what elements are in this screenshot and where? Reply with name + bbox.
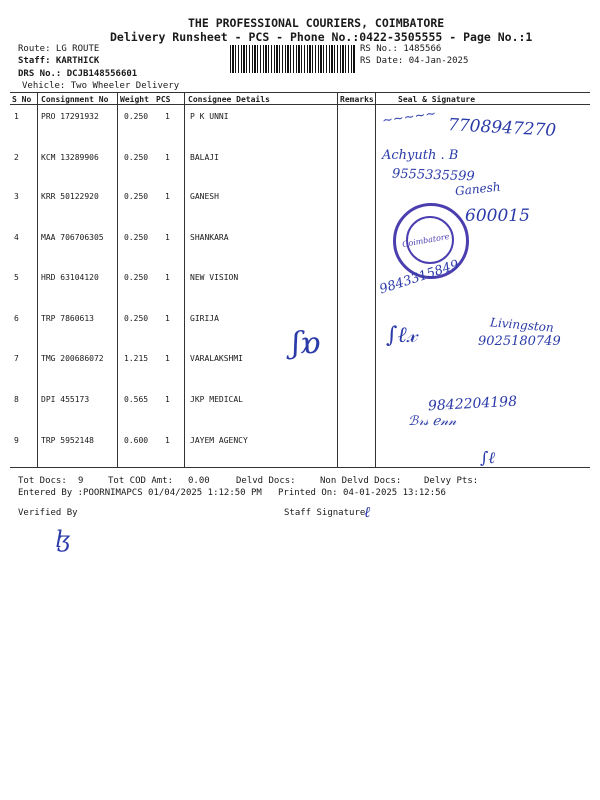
row-weight: 0.250: [124, 273, 149, 282]
handwritten-name: Ganesh: [454, 179, 502, 199]
row-pcs: 1: [165, 192, 170, 201]
row-consignee: P K UNNI: [190, 112, 229, 121]
runsheet-title: Delivery Runsheet - PCS - Phone No.:0422-3505555 - Page No.:1: [110, 30, 533, 44]
col-header-remarks: Remarks: [340, 95, 374, 104]
row-weight: 0.250: [124, 314, 149, 323]
row-pcs: 1: [165, 112, 170, 121]
row-pcs: 1: [165, 233, 170, 242]
handwritten-name: Achyuth . B: [382, 148, 459, 163]
row-pcs: 1: [165, 153, 170, 162]
col-header-weight: Weight: [120, 95, 149, 104]
col-header-pcs: PCS: [156, 95, 171, 104]
handwritten-phone: 9843315849: [377, 257, 462, 298]
verified-signature: ɮ: [55, 528, 71, 553]
row-sno: 5: [14, 273, 19, 282]
row-pcs: 1: [165, 273, 170, 282]
row-consignee: JKP MEDICAL: [190, 395, 243, 404]
row-consignment: KCM 13289906: [41, 153, 99, 162]
row-sno: 4: [14, 233, 19, 242]
row-consignment: KRR 50122920: [41, 192, 99, 201]
row-consignment: TRP 5952148: [41, 436, 94, 445]
row-sno: 8: [14, 395, 19, 404]
row-weight: 0.250: [124, 112, 149, 121]
row-weight: 0.250: [124, 192, 149, 201]
handwritten-phone: 9842204198: [427, 393, 518, 415]
stamp-text: Coimbatore: [401, 231, 450, 250]
row-weight: 0.250: [124, 233, 149, 242]
rs-number: RS No.: 1485566: [360, 44, 442, 54]
handwritten-phone: 7708947270: [447, 115, 557, 141]
col-header-consignee: Consignee Details: [188, 95, 270, 104]
handwritten-signature: ℬ𝓇𝓈 ℯ𝓃𝓃: [408, 414, 457, 429]
row-consignee: GIRIJA: [190, 314, 219, 323]
row-consignee: JAYEM AGENCY: [190, 436, 248, 445]
non-delvd-docs-label: Non Delvd Docs:: [320, 476, 402, 486]
col-divider: [184, 92, 185, 467]
row-weight: 0.250: [124, 153, 149, 162]
row-consignment: TRP 7860613: [41, 314, 94, 323]
col-header-seal: Seal & Signature: [398, 95, 476, 104]
printed-on: Printed On: 04-01-2025 13:12:56: [278, 488, 446, 498]
handwritten-number: 600015: [465, 206, 530, 226]
row-pcs: 1: [165, 395, 170, 404]
table-top-line: [10, 92, 590, 93]
verified-by-label: Verified By: [18, 508, 78, 518]
route: Route: LG ROUTE: [18, 44, 100, 54]
row-consignee: SHANKARA: [190, 233, 229, 242]
col-header-sno: S No: [12, 95, 32, 104]
row-consignee: GANESH: [190, 192, 219, 201]
entered-by: Entered By :POORNIMAPCS 01/04/2025 1:12:50 PM: [18, 488, 262, 498]
delvd-docs-label: Delvd Docs:: [236, 476, 296, 486]
delvy-pts-label: Delvy Pts:: [424, 476, 479, 486]
row-sno: 9: [14, 436, 19, 445]
table-bottom-line: [10, 467, 590, 468]
tot-docs-label: Tot Docs:: [18, 476, 67, 486]
row-consignee: BALAJI: [190, 153, 219, 162]
handwritten-signature: ∫ℓ𝓍: [386, 323, 417, 348]
staff-signature: ℓ: [364, 503, 371, 521]
company-name: THE PROFESSIONAL COURIERS, COIMBATORE: [188, 16, 445, 30]
row-consignee: VARALAKSHMI: [190, 354, 243, 363]
row-consignment: TMG 200686072: [41, 354, 104, 363]
row-pcs: 1: [165, 354, 170, 363]
drs-number: DRS No.: DCJB148556601: [18, 69, 138, 79]
rs-date: RS Date: 04-Jan-2025: [360, 56, 469, 66]
handwritten-signature: ʃɒ: [292, 326, 321, 361]
tot-cod-label: Tot COD Amt:: [108, 476, 174, 486]
row-sno: 6: [14, 314, 19, 323]
handwritten-name: Livingston: [489, 315, 555, 335]
col-divider: [375, 92, 376, 467]
table-header-line: [10, 104, 590, 105]
row-sno: 7: [14, 354, 19, 363]
row-weight: 0.565: [124, 395, 149, 404]
row-pcs: 1: [165, 436, 170, 445]
handwritten-phone: 9025180749: [478, 334, 561, 349]
row-pcs: 1: [165, 314, 170, 323]
col-divider: [337, 92, 338, 467]
vehicle: Vehicle: Two Wheeler Delivery: [22, 81, 180, 91]
row-consignee: NEW VISION: [190, 273, 239, 282]
col-header-consignment: Consignment No: [41, 95, 109, 104]
scribble-signature: ~~~~~: [381, 106, 438, 129]
row-weight: 0.600: [124, 436, 149, 445]
row-sno: 3: [14, 192, 19, 201]
row-consignment: MAA 706706305: [41, 233, 104, 242]
barcode-image: [230, 45, 355, 73]
row-sno: 2: [14, 153, 19, 162]
staff-signature-label: Staff Signature: [284, 508, 366, 518]
tot-cod-value: 0.00: [188, 476, 210, 486]
row-consignment: DPI 455173: [41, 395, 90, 404]
handwritten-phone: 9555335599: [391, 166, 475, 185]
row-consignment: HRD 63104120: [41, 273, 99, 282]
row-sno: 1: [14, 112, 19, 121]
staff: Staff: KARTHICK: [18, 56, 100, 66]
col-divider: [117, 92, 118, 467]
col-divider: [37, 92, 38, 467]
handwritten-signature: ∫ℓ: [480, 448, 495, 467]
row-weight: 1.215: [124, 354, 149, 363]
row-consignment: PRO 17291932: [41, 112, 99, 121]
tot-docs-value: 9: [78, 476, 84, 486]
